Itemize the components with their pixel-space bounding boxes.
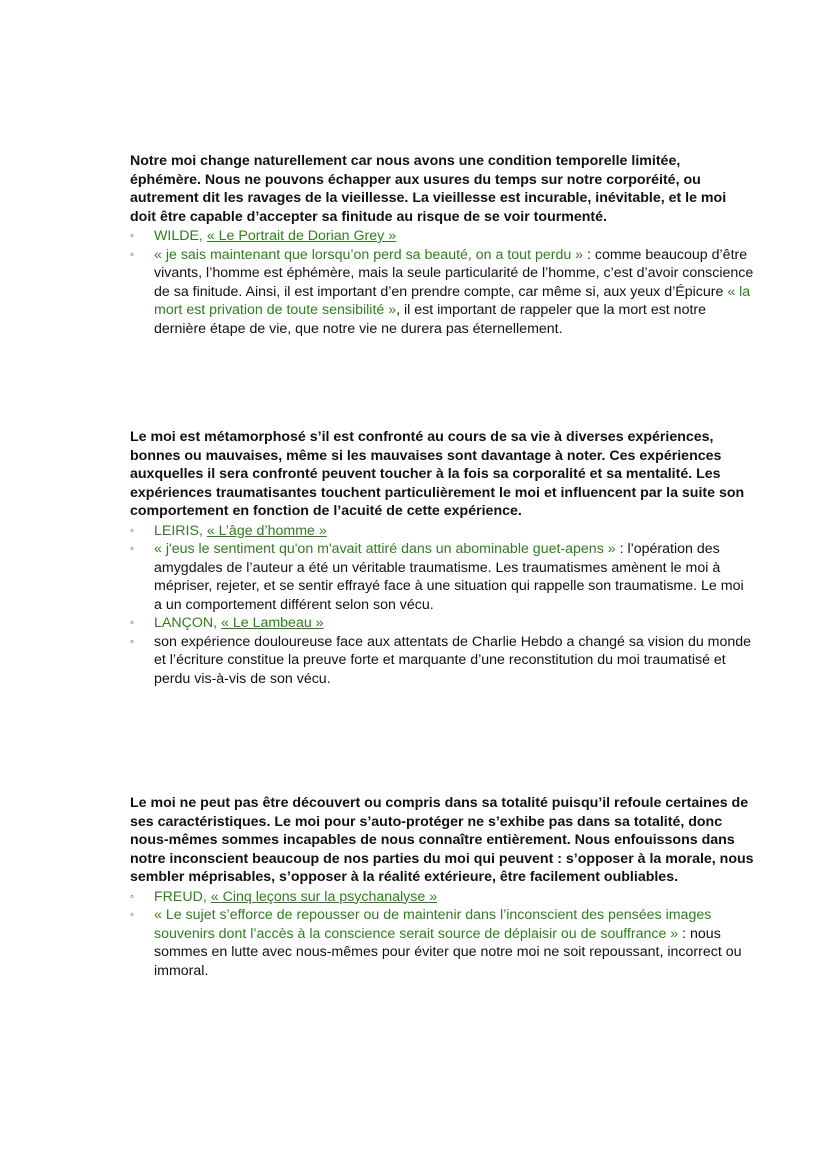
- author-name: WILDE,: [154, 228, 207, 244]
- work-title-link[interactable]: « Le Portrait de Dorian Grey »: [206, 228, 397, 244]
- argument-list: [130, 227, 755, 338]
- work-title-link[interactable]: « Cinq leçons sur la psychanalyse »: [210, 888, 438, 905]
- work-title-link[interactable]: « Le Lambeau »: [221, 615, 324, 631]
- quote-text: « Le sujet s’efforce de repousser ou de maintenir dans l’inconscient des pensées images souvenirs dont l’accès à la conscience serait source de déplaisir ou de souffrance »: [154, 907, 712, 942]
- bullet-icon: ◦: [130, 890, 134, 903]
- bullet-icon: ◦: [130, 543, 134, 555]
- thesis-paragraph: Le moi ne peut pas être découvert ou compris dans sa totalité puisqu’il refoule certaines de ses caractéristiques. Le moi pour s’auto-protéger ne s’exhibe pas dans sa totalité, donc nous-mêmes sommes incapables de nous connaître entièrement. Nous enfouissons dans notre inconscient beaucoup de nos parties du moi qui peuvent : s’opposer à la morale, nous sembler méprisables, s’opposer à la réalité extérieure, être facilement oubliables.: [130, 795, 754, 885]
- quote-text-secondary: « la mort est privation de toute sensibilité »: [154, 283, 751, 318]
- author-name: FREUD,: [154, 888, 211, 905]
- list-item-reference: [130, 522, 755, 541]
- commentary-text-end: , il est important de rappeler que la mort est notre dernière étape de vie, que notre vie ne durera pas éternellement.: [154, 302, 707, 337]
- argument-list: [130, 522, 755, 689]
- argument-list: [130, 888, 755, 981]
- work-title-link[interactable]: « L’âge d’homme »: [206, 522, 327, 539]
- bullet-icon: ◦: [130, 909, 134, 921]
- list-item-quote: [130, 906, 755, 980]
- quote-text: « je sais maintenant que lorsqu’on perd sa beauté, on a tout perdu »: [154, 246, 588, 263]
- quote-text: « j'eus le sentiment qu'on m'avait attiré dans un abominable guet-apens »: [154, 541, 620, 557]
- section-experiences: [130, 428, 755, 688]
- list-item-reference-2: [130, 614, 755, 633]
- author-name: LEIRIS,: [154, 522, 207, 539]
- section-aging: [130, 152, 755, 338]
- list-item-quote: [130, 246, 755, 339]
- section-unconscious: [130, 794, 755, 980]
- bullet-icon: ◦: [130, 524, 134, 537]
- commentary-text: : comme beaucoup d’être vivants, l’homme est éphémère, mais la seule particularité de l’homme, c’est d’avoir conscience de sa finitude. Ainsi, il est important d’en prendre compte, car même si, aux yeux d’Épicure: [154, 246, 754, 300]
- bullet-icon: ◦: [130, 248, 134, 261]
- commentary-text: : nous sommes en lutte avec nous-mêmes pour éviter que notre moi ne soit repoussant, incorrect ou immoral.: [154, 925, 742, 979]
- commentary-text: son expérience douloureuse face aux attentats de Charlie Hebdo a changé sa vision du monde et l’écriture constitue la preuve forte et marquante d’une reconstitution du moi traumatisé et perdu vis-à-vis de son vécu.: [154, 633, 752, 687]
- author-name: LANÇON,: [154, 615, 222, 631]
- list-item-commentary: [130, 633, 755, 689]
- bullet-icon: ◦: [130, 230, 134, 242]
- bullet-icon: ◦: [130, 617, 134, 629]
- commentary-text: : l’opération des amygdales de l’auteur a été un véritable traumatisme. Les traumatismes amènent le moi à mépriser, rejeter, et se sentir effrayé face à une situation qui rappelle son traumatisme. Le moi a un comportement différent selon son vécu.: [154, 541, 744, 613]
- thesis-paragraph: Le moi est métamorphosé s’il est confronté au cours de sa vie à diverses expériences, bonnes ou mauvaises, même si les mauvaises sont davantage à noter. Ces expériences auxquelles il sera confronté peuvent toucher à la fois sa corporalité et sa mentalité. Les expériences traumatisantes touchent particulièrement le moi et influencent par la suite son comportement en fonction de l’acuité de cette expérience.: [130, 429, 745, 519]
- list-item-reference: [130, 227, 755, 246]
- thesis-paragraph: Notre moi change naturellement car nous avons une condition temporelle limitée, éphémère. Nous ne pouvons échapper aux usures du temps sur notre corporéité, ou autrement dit les ravages de la vieillesse. La vieillesse est incurable, inévitable, et le moi doit être capable d’accepter sa finitude au risque de se voir tourmenté.: [130, 153, 727, 225]
- list-item-reference: [130, 888, 755, 907]
- bullet-icon: ◦: [130, 635, 134, 648]
- list-item-quote: [130, 540, 755, 614]
